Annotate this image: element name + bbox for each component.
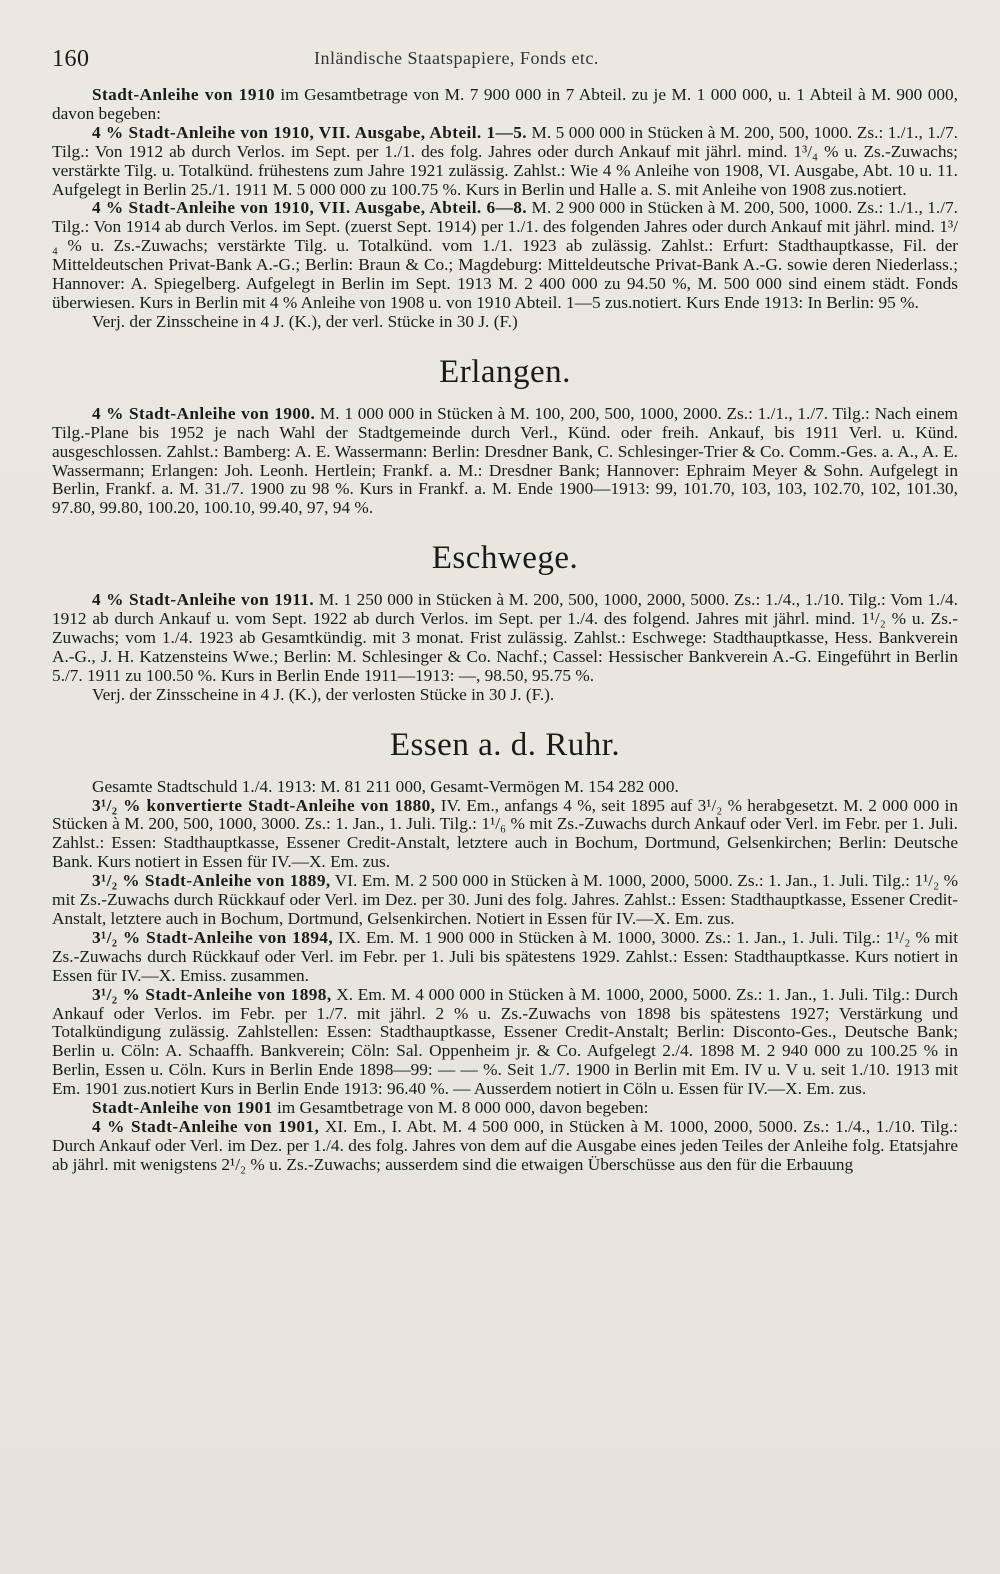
header-title: Inländische Staatspapiere, Fonds etc. <box>314 48 599 68</box>
paragraph <box>52 1099 958 1118</box>
paragraph <box>52 591 958 686</box>
bond-title: 3¹/₂ % Stadt-Anleihe von 1894, <box>92 927 334 947</box>
bond-title: 4 % Stadt-Anleihe von 1910, VII. Ausgabe, Abteil. 1—5. <box>92 122 528 142</box>
section-eschwege <box>52 540 958 704</box>
page-number: 160 <box>52 46 90 72</box>
bond-text: M. 5 000 000 in Stücken à M. 200, 500, 1000. Zs.: 1./1., 1./7. Tilg.: Von 1912 ab durch Verlos. im Sept. per 1./1. des folg. Jahres oder durch Ankauf mit jährl. mind. 1³/₄ % u. Zs.-Zuwachs; verstärkte Tilg. u. Totalkünd. frühestens zum Jahre 1921 zulässig. Zahlst.: Wie 4 % Anleihe von 1908, VI. Ausgabe, Abt. 10 u. 11. Aufgelegt in Berlin 25./1. 1911 M. 5 000 000 zu 100.75 %. Kurs in Berlin und Halle a. S. mit Anleihe von 1908 zus.notiert. <box>52 122 958 199</box>
bond-title: 3¹/₂ % Stadt-Anleihe von 1898, <box>92 984 332 1004</box>
section-erlangen <box>52 354 958 518</box>
bond-text: im Gesamtbetrage von M. 7 900 000 in 7 Abteil. zu je M. 1 000 000, u. 1 Abteil à M. 900 000, davon begeben: <box>52 85 958 123</box>
paragraph <box>52 797 958 873</box>
bond-text: X. Em. M. 4 000 000 in Stücken à M. 1000, 2000, 5000. Zs.: 1. Jan., 1. Juli. Tilg.: Durch Ankauf oder Verlos. im Febr. per 1./7. mit jährl. 2 % u. Zs.-Zuwachs von 1898 bis spätestens 1927; Verstärkung und Totalkündigung zulässig. Zahlstellen: Essen: Stadthauptkasse, Essener Credit-Anstalt; Berlin: Disconto-Ges., Deutsche Bank; Berlin u. Cöln: A. Schaaffh. Bankverein; Cöln: Sal. Oppenheim jr. & Co. Aufgelegt 2./4. 1898 M. 2 940 000 zu 100.25 % in Berlin, Essen u. Cöln. Kurs in Berlin Ende 1898—99: — — %. Seit 1./7. 1900 in Berlin mit Em. IV u. V u. seit 1./10. 1913 mit Em. 1901 zus.notiert Kurs in Berlin Ende 1913: 96.40 %. — Ausserdem notiert in Cöln u. Essen für IV.—X. Em. zus. <box>52 984 958 1099</box>
bond-text: IV. Em., anfangs 4 %, seit 1895 auf 3¹/₂ % herabgesetzt. M. 2 000 000 in Stücken à M. 200, 500, 1000, 3000. Zs.: 1. Jan., 1. Juli. Tilg.: 1¹/₆ % mit Zs.-Zuwachs durch Ankauf oder Verl. im Febr. per 1. Juli. Zahlst.: Essen: Stadthauptkasse, Essener Credit-Anstalt, letztere auch in Bochum, Dortmund, Gelsenkirchen; Berlin: Deutsche Bank. Kurs notiert in Essen für IV.—X. Em. zus. <box>52 795 958 872</box>
paragraph <box>52 313 958 332</box>
city-heading: Eschwege. <box>431 540 579 577</box>
section-continued <box>52 86 958 332</box>
paragraph <box>52 686 958 705</box>
paragraph <box>52 929 958 986</box>
paragraph <box>52 986 958 1099</box>
bond-text: XI. Em., I. Abt. M. 4 500 000, in Stücken à M. 1000, 2000, 5000. Zs.: 1./4., 1./10. Tilg.: Durch Ankauf oder Verl. im Dez. per 1./4. des folg. Jahres von dem auf die Ausgabe eines jeden Teiles der Anleihe folg. Etatsjahre ab jährl. mit wenigstens 2¹/₂ % u. Zs.-Zuwachs; ausserdem sind die etwaigen Überschüsse aus den für die Erbauung <box>52 1116 958 1174</box>
bond-text: Gesamte Stadtschuld 1./4. 1913: M. 81 211 000, Gesamt-Vermögen M. 154 282 000. <box>92 776 679 796</box>
paragraph <box>52 124 958 200</box>
bond-text: im Gesamtbetrage von M. 8 000 000, davon begeben: <box>272 1098 649 1118</box>
bond-text: Verj. der Zinsscheine in 4 J. (K.), der verl. Stücke in 30 J. (F.) <box>92 311 518 331</box>
bond-text: VI. Em. M. 2 500 000 in Stücken à M. 1000, 2000, 5000. Zs.: 1. Jan., 1. Juli. Tilg.: 1¹/₂ % mit Zs.-Zuwachs durch Rückkauf oder Verl. im Dez. per 30. Juni des folg. Jahres. Zahlst.: Essen: Stadthauptkasse, Essener Credit-Anstalt, letztere auch in Bochum, Dortmund, Gelsenkirchen. Notiert in Essen für IV.—X. Em. zus. <box>52 871 958 928</box>
bond-title: 3¹/₂ % konvertierte Stadt-Anleihe von 1880, <box>92 795 436 815</box>
bond-title: 4 % Stadt-Anleihe von 1901, <box>92 1116 320 1136</box>
paragraph <box>52 405 958 518</box>
bond-title: Stadt-Anleihe von 1901 <box>92 1098 273 1118</box>
bond-text: M. 2 900 000 in Stücken à M. 200, 500, 1000. Zs.: 1./1., 1./7. Tilg.: Von 1914 ab durch Verlos. im Sept. (zuerst Sept. 1914) per 1./1. des folgenden Jahres oder durch Ankauf mit jährl. mind. 1³/₄ % u. Zs.-Zuwachs; verstärkte Tilg. u. Totalkünd. vom 1./1. 1923 ab zulässig. Zahlst.: Erfurt: Stadthauptkasse, Fil. der Mitteldeutschen Privat-Bank A.-G.; Berlin: Braun & Co.; Magdeburg: Mitteldeutsche Privat-Bank A.-G. sowie deren Niederlass.; Hannover: A. Spiegelberg. Aufgelegt in Berlin im Sept. 1913 M. 2 400 000 zu 94.50 %, M. 500 000 sind einem städt. Fonds überwiesen. Kurs in Berlin mit 4 % Anleihe von 1908 u. von 1910 Abteil. 1—5 zus.notiert. Kurs Ende 1913: In Berlin: 95 %. <box>52 198 958 312</box>
bond-title: 3¹/₂ % Stadt-Anleihe von 1889, <box>92 871 331 891</box>
paragraph <box>52 86 958 124</box>
paragraph <box>52 199 958 312</box>
paragraph <box>52 778 958 797</box>
bond-title: Stadt-Anleihe von 1910 <box>92 85 275 104</box>
bond-title: 4 % Stadt-Anleihe von 1911. <box>92 590 315 610</box>
paragraph <box>52 872 958 929</box>
bond-text: M. 1 000 000 in Stücken à M. 100, 200, 500, 1000, 2000. Zs.: 1./1., 1./7. Tilg.: Nach einem Tilg.-Plane bis 1952 je nach Wahl der Stadtgemeinde durch Verl., Künd. oder freih. Ankauf, bis 1911 Verl. u. Künd. ausgeschlossen. Zahlst.: Bamberg: A. E. Wassermann: Berlin: Dresdner Bank, C. Schlesinger-Trier & Co. Comm.-Ges. a. A., A. E. Wassermann; Erlangen: Joh. Leonh. Hertlein; Frankf. a. M.: Dresdner Bank; Hannover: Ephraim Meyer & Sohn. Aufgelegt in Berlin, Frankf. a. M. 31./7. 1900 zu 98 %. Kurs in Frankf. a. M. Ende 1900—1913: 99, 101.70, 103, 103, 102.70, 102, 101.30, 97.80, 99.80, 100.20, 100.10, 99.40, 97, 94 %. <box>52 403 958 518</box>
city-heading: Essen a. d. Ruhr. <box>389 726 621 763</box>
running-head <box>52 46 958 86</box>
paragraph <box>52 1118 958 1175</box>
bond-title: 4 % Stadt-Anleihe von 1900. <box>92 403 316 423</box>
city-heading: Erlangen. <box>439 353 571 390</box>
section-essen <box>52 727 958 1175</box>
bond-text: M. 1 250 000 in Stücken à M. 200, 500, 1000, 2000, 5000. Zs.: 1./4., 1./10. Tilg.: Vom 1./4. 1912 ab durch Ankauf u. vom Sept. 1922 ab durch Verlos. im Sept. per 1./4. des folgend. Jahres mit jährl. mind. 1¹/₂ % u. Zs.-Zuwachs; vom 1./4. 1923 ab Gesamtkündig. mit 3 monat. Frist zulässig. Zahlst.: Eschwege: Stadthauptkasse, Hess. Bankverein A.-G., J. H. Katzensteins Wwe.; Berlin: M. Schlesinger & Co. Nachf.; Cassel: Hessischer Bankverein A.-G. Eingeführt in Berlin 5./7. 1911 zu 100.50 %. Kurs in Berlin Ende 1911—1913: —, 98.50, 95.75 %. <box>52 590 958 685</box>
bond-text: Verj. der Zinsscheine in 4 J. (K.), der verlosten Stücke in 30 J. (F.). <box>92 684 555 704</box>
bond-text: IX. Em. M. 1 900 000 in Stücken à M. 1000, 3000. Zs.: 1. Jan., 1. Juli. Tilg.: 1¹/₂ % mit Zs.-Zuwachs durch Rückkauf oder Verl. im Febr. per 1. Juli bis spätestens 1929. Zahlst.: Essen: Stadthauptkasse. Kurs notiert in Essen für IV.—X. Emiss. zusammen. <box>52 927 959 985</box>
bond-title: 4 % Stadt-Anleihe von 1910, VII. Ausgabe, Abteil. 6—8. <box>92 198 528 218</box>
